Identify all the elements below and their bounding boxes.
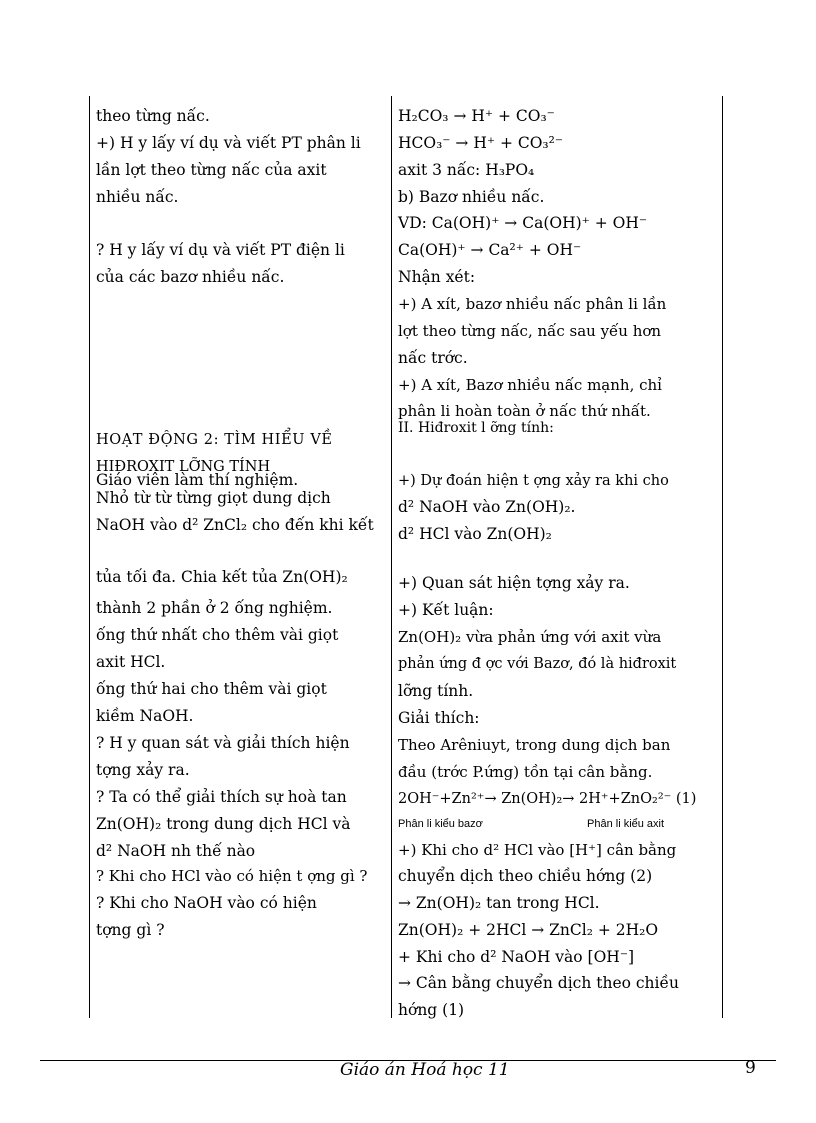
- text-line: +) A xít, Bazơ nhiều nấc mạnh, chỉ: [398, 376, 662, 394]
- text-line: +) Dự đoán hiện t ợng xảy ra khi cho: [398, 473, 669, 489]
- text-line: axit HCl.: [96, 653, 166, 671]
- text-line: hớng (1): [398, 1001, 465, 1019]
- text-line: d² NaOH vào Zn(OH)₂.: [398, 498, 576, 516]
- text-line: nhiều nấc.: [96, 188, 179, 206]
- text-line: +) Kết luận:: [398, 601, 494, 619]
- text-line: Nhận xét:: [398, 268, 476, 286]
- equation-line: 2OH⁻+Zn²⁺→ Zn(OH)₂→ 2H⁺+ZnO₂²⁻ (1): [398, 791, 697, 807]
- text-line: Giáo viên làm thí nghiệm.: [96, 471, 299, 489]
- text-line: của các bazơ nhiều nấc.: [96, 268, 285, 286]
- text-line: phản ứng đ ợc với Bazơ, đó là hiđroxit: [398, 656, 677, 672]
- text-line: +) Quan sát hiện tợng xảy ra.: [398, 574, 630, 592]
- text-line: đầu (trớc P.ứng) tồn tại cân bằng.: [398, 763, 653, 781]
- text-line: Theo Arêniuyt, trong dung dịch ban: [398, 736, 671, 754]
- text-line: lần lợt theo từng nấc của axit: [96, 161, 327, 179]
- text-line: lợt theo từng nấc, nấc sau yếu hơn: [398, 322, 662, 340]
- page-number: 9: [745, 1058, 756, 1078]
- table-border-middle: [391, 96, 392, 1018]
- text-line: Nhỏ từ từ từng giọt dung dịch: [96, 489, 331, 507]
- text-line: ? Khi cho NaOH vào có hiện: [96, 894, 317, 912]
- text-line: ống thứ hai cho thêm vài giọt: [96, 680, 327, 698]
- text-line: → Zn(OH)₂ tan trong HCl.: [398, 894, 600, 912]
- text-line: tủa tối đa. Chia kết tủa Zn(OH)₂: [96, 568, 348, 586]
- text-line: Zn(OH)₂ trong dung dịch HCl và: [96, 815, 351, 833]
- footer-title: Giáo án Hoá học 11: [340, 1060, 510, 1080]
- text-line: +) H y lấy ví dụ và viết PT phân li: [96, 134, 361, 152]
- table-border-left: [89, 96, 90, 1018]
- text-line: +) Khi cho d² HCl vào [H⁺] cân bằng: [398, 841, 677, 859]
- text-line: Giải thích:: [398, 709, 480, 727]
- equation-line: Zn(OH)₂ + 2HCl → ZnCl₂ + 2H₂O: [398, 921, 659, 939]
- text-line: chuyển dịch theo chiều hớng (2): [398, 867, 653, 885]
- text-line: + Khi cho d² NaOH vào [OH⁻]: [398, 948, 635, 966]
- text-line: NaOH vào d² ZnCl₂ cho đến khi kết: [96, 516, 374, 534]
- equation-line: H₂CO₃ → H⁺ + CO₃⁻: [398, 107, 555, 125]
- text-line: kiềm NaOH.: [96, 707, 194, 725]
- text-line: lỡng tính.: [398, 682, 474, 700]
- text-line: axit 3 nấc: H₃PO₄: [398, 161, 535, 179]
- text-line: theo từng nấc.: [96, 107, 210, 125]
- dissociation-label-acid: Phân li kiểu axit: [587, 818, 665, 830]
- text-line: d² NaOH nh thế nào: [96, 842, 256, 860]
- equation-line: VD: Ca(OH)⁺ → Ca(OH)⁺ + OH⁻: [398, 214, 648, 232]
- text-line: tợng xảy ra.: [96, 761, 190, 779]
- text-line: thành 2 phần ở 2 ống nghiệm.: [96, 599, 333, 617]
- text-line: b) Bazơ nhiều nấc.: [398, 188, 545, 206]
- text-line: ? H y quan sát và giải thích hiện: [96, 734, 350, 752]
- text-line: tợng gì ?: [96, 921, 165, 939]
- text-line: ? Khi cho HCl vào có hiện t ợng gì ?: [96, 867, 368, 885]
- text-line: ống thứ nhất cho thêm vài giọt: [96, 626, 339, 644]
- text-line: Zn(OH)₂ vừa phản ứng với axit vừa: [398, 628, 662, 646]
- text-line: nấc trớc.: [398, 349, 468, 367]
- equation-line: Ca(OH)⁺ → Ca²⁺ + OH⁻: [398, 241, 582, 259]
- text-line: d² HCl vào Zn(OH)₂: [398, 525, 552, 543]
- table-border-right: [722, 96, 723, 1018]
- dissociation-label-base: Phân li kiểu bazơ: [398, 818, 483, 830]
- text-line: → Cân bằng chuyển dịch theo chiều: [398, 974, 680, 992]
- equation-line: HCO₃⁻ → H⁺ + CO₃²⁻: [398, 134, 564, 152]
- section-heading: HOẠT ĐỘNG 2: TÌM HIỂU VỀ: [96, 432, 333, 448]
- section-heading: HIĐROXIT LỠNG TÍNH: [96, 459, 271, 475]
- text-line: ? H y lấy ví dụ và viết PT điện li: [96, 241, 345, 259]
- text-line: phân li hoàn toàn ở nấc thứ nhất.: [398, 402, 651, 420]
- text-line: ? Ta có thể giải thích sự hoà tan: [96, 788, 347, 806]
- section-heading: II. Hiđroxit l ỡng tính:: [398, 420, 554, 436]
- text-line: +) A xít, bazơ nhiều nấc phân li lần: [398, 295, 667, 313]
